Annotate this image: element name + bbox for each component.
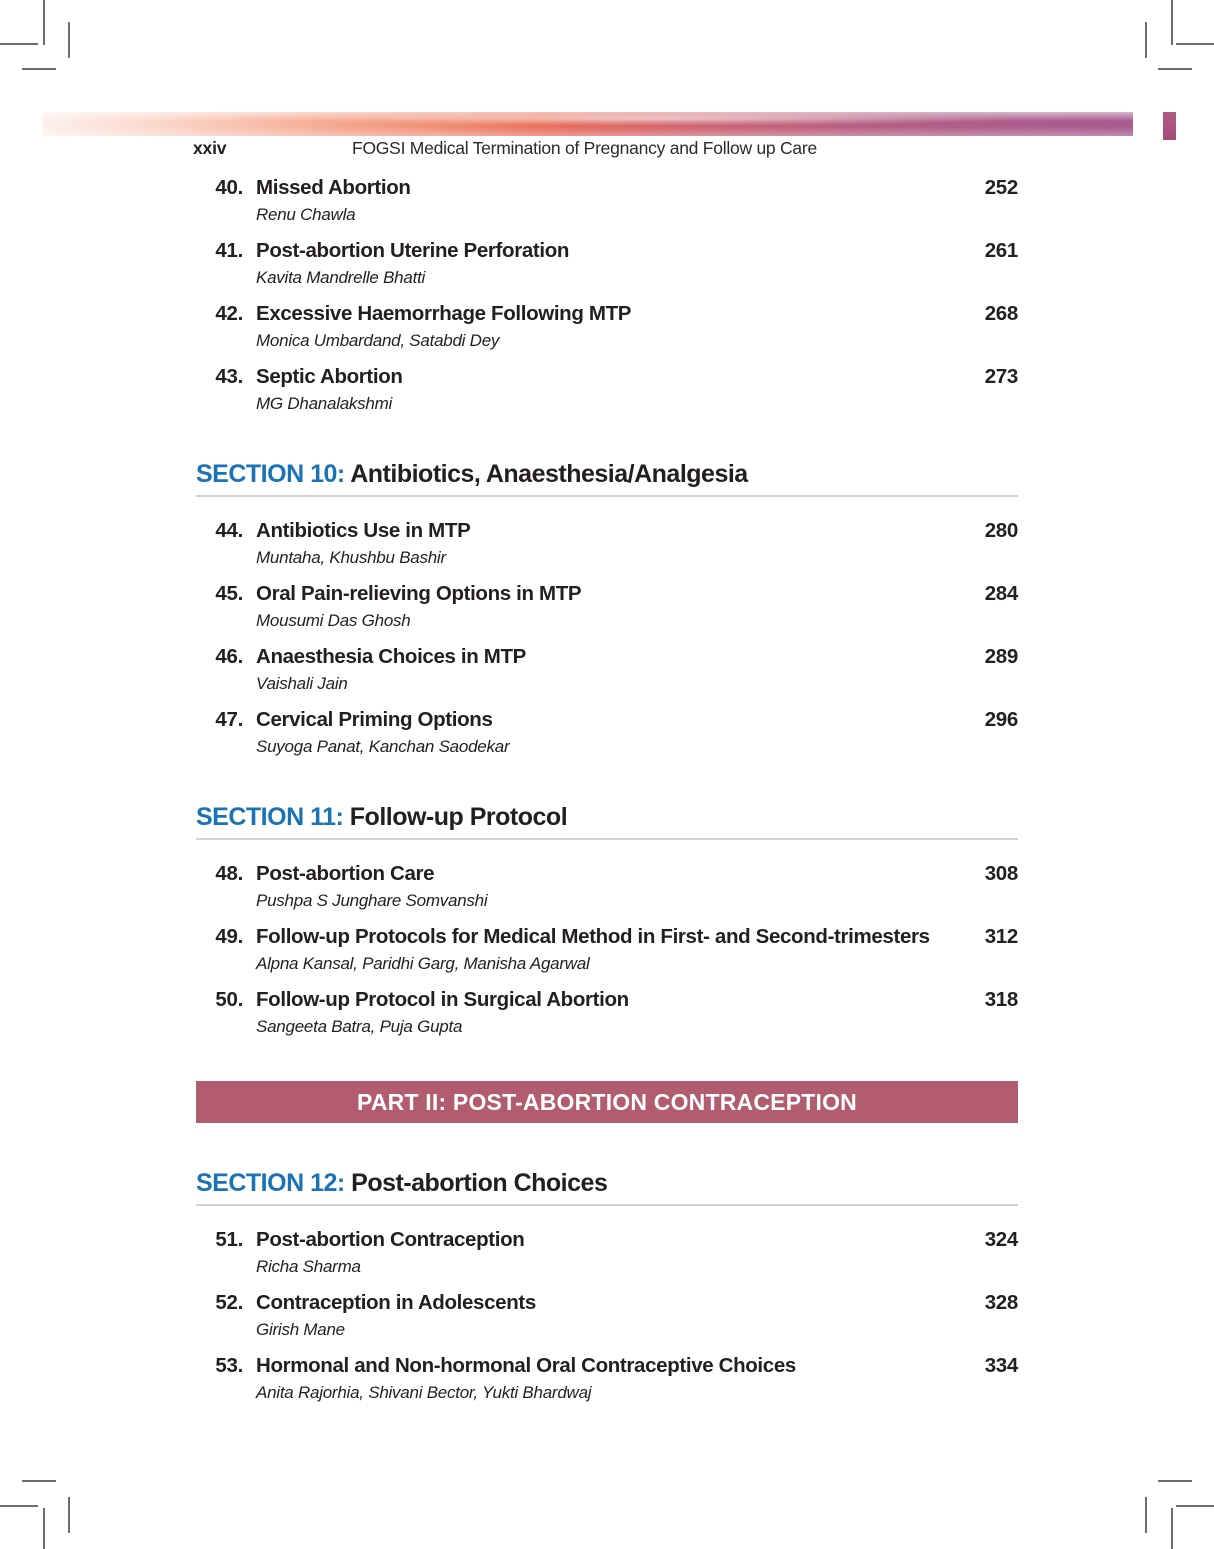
chapter-authors: Pushpa S Junghare Somvanshi — [256, 891, 488, 910]
chapter-page-number: 312 — [984, 925, 1018, 948]
chapter-page-number: 284 — [984, 582, 1018, 605]
chapter-number: 42. — [215, 302, 243, 325]
chapter-page-number: 289 — [984, 645, 1018, 668]
chapter-title[interactable]: Excessive Haemorrhage Following MTP — [256, 302, 632, 325]
chapter-number: 48. — [215, 862, 243, 885]
chapter-number: 50. — [215, 988, 243, 1011]
crop-mark-bottom-right-horizontal — [1176, 1505, 1214, 1507]
chapter-authors: Anita Rajorhia, Shivani Bector, Yukti Bhardwaj — [256, 1383, 592, 1402]
chapter-page-number: 268 — [984, 302, 1018, 325]
crop-mark-top-right-inner-horizontal — [1158, 68, 1192, 70]
chapter-number: 51. — [215, 1228, 243, 1251]
section-label: SECTION 12: — [196, 1169, 345, 1197]
chapter-page-number: 252 — [984, 176, 1018, 199]
toc-entry-line — [196, 645, 1018, 669]
toc-entry-line — [196, 925, 1018, 949]
chapter-authors: Richa Sharma — [256, 1257, 361, 1276]
toc-entry-line — [196, 302, 1018, 326]
chapter-number: 49. — [215, 925, 243, 948]
toc-entry[interactable] — [196, 708, 1018, 757]
crop-mark-bottom-right-vertical — [1171, 1508, 1173, 1549]
toc-entry[interactable] — [196, 988, 1018, 1037]
toc-entry[interactable] — [196, 925, 1018, 974]
chapter-title[interactable]: Oral Pain-relieving Options in MTP — [256, 582, 582, 605]
toc-entry-line — [196, 1354, 1018, 1378]
toc-group — [196, 803, 1018, 1037]
chapter-authors: Suyoga Panat, Kanchan Saodekar — [256, 737, 510, 756]
chapter-number: 41. — [215, 239, 243, 262]
section-label: SECTION 10: — [196, 460, 345, 488]
chapter-number: 53. — [215, 1354, 243, 1377]
toc-group — [196, 176, 1018, 414]
crop-mark-bottom-right-inner-vertical — [1145, 1497, 1147, 1533]
chapter-page-number: 261 — [984, 239, 1018, 262]
chapter-title[interactable]: Post-abortion Contraception — [256, 1228, 525, 1251]
chapter-authors: Vaishali Jain — [256, 674, 348, 693]
toc-entry-line — [196, 176, 1018, 200]
crop-mark-bottom-right-inner-horizontal — [1158, 1480, 1192, 1482]
chapter-authors: Kavita Mandrelle Bhatti — [256, 268, 426, 287]
crop-mark-top-left-inner-horizontal — [22, 68, 56, 70]
chapter-title[interactable]: Post-abortion Care — [256, 862, 435, 885]
crop-mark-bottom-left-inner-horizontal — [22, 1480, 56, 1482]
chapter-title[interactable]: Follow-up Protocol in Surgical Abortion — [256, 988, 629, 1011]
chapter-authors: Alpna Kansal, Paridhi Garg, Manisha Agarwal — [256, 954, 590, 973]
chapter-page-number: 318 — [984, 988, 1018, 1011]
toc-entry[interactable] — [196, 582, 1018, 631]
crop-mark-top-right-inner-vertical — [1145, 22, 1147, 58]
chapter-number: 47. — [215, 708, 243, 731]
chapter-title[interactable]: Anaesthesia Choices in MTP — [256, 645, 527, 668]
crop-mark-bottom-left-horizontal — [0, 1505, 38, 1507]
chapter-number: 46. — [215, 645, 243, 668]
toc-entry-line — [196, 988, 1018, 1012]
chapter-title[interactable]: Hormonal and Non-hormonal Oral Contraceptive Choices — [256, 1354, 796, 1377]
running-title: FOGSI Medical Termination of Pregnancy and Follow up Care — [352, 138, 817, 158]
toc-entry[interactable] — [196, 365, 1018, 414]
toc-entry[interactable] — [196, 519, 1018, 568]
crop-mark-bottom-left-vertical — [43, 1508, 45, 1549]
header-gradient-band — [43, 112, 1133, 136]
toc-entry[interactable] — [196, 176, 1018, 225]
toc-content — [196, 176, 1018, 1403]
crop-mark-bottom-left-inner-vertical — [68, 1497, 70, 1533]
header-edge-tab — [1163, 112, 1176, 140]
chapter-page-number: 324 — [984, 1228, 1018, 1251]
chapter-title[interactable]: Missed Abortion — [256, 176, 411, 199]
chapter-authors: Monica Umbardand, Satabdi Dey — [256, 331, 500, 350]
chapter-authors: Muntaha, Khushbu Bashir — [256, 548, 446, 567]
toc-entry-line — [196, 1228, 1018, 1252]
toc-entry-line — [196, 1291, 1018, 1315]
chapter-authors: Girish Mane — [256, 1320, 345, 1339]
crop-mark-top-left-horizontal — [0, 43, 38, 45]
chapter-title[interactable]: Cervical Priming Options — [256, 708, 493, 731]
chapter-page-number: 328 — [984, 1291, 1018, 1314]
toc-entry-line — [196, 582, 1018, 606]
toc-entry[interactable] — [196, 302, 1018, 351]
section-title: Follow-up Protocol — [349, 803, 568, 831]
chapter-title[interactable]: Post-abortion Uterine Perforation — [256, 239, 570, 262]
chapter-number: 52. — [215, 1291, 243, 1314]
chapter-title[interactable]: Septic Abortion — [256, 365, 403, 388]
chapter-authors: Mousumi Das Ghosh — [256, 611, 411, 630]
section-heading — [196, 803, 1018, 840]
folio-number: xxiv — [193, 138, 227, 158]
chapter-number: 44. — [215, 519, 243, 542]
crop-mark-top-right-horizontal — [1176, 43, 1214, 45]
chapter-page-number: 334 — [984, 1354, 1018, 1377]
toc-group — [196, 1081, 1018, 1123]
toc-entry[interactable] — [196, 239, 1018, 288]
chapter-page-number: 296 — [984, 708, 1018, 731]
toc-entry-line — [196, 862, 1018, 886]
crop-mark-top-right-vertical — [1171, 0, 1173, 45]
section-label: SECTION 11: — [196, 803, 344, 831]
part-banner: PART II: POST-ABORTION CONTRACEPTION — [196, 1081, 1018, 1123]
crop-mark-top-left-vertical — [43, 0, 45, 45]
section-title: Antibiotics, Anaesthesia/Analgesia — [350, 460, 748, 488]
toc-group — [196, 460, 1018, 757]
chapter-title[interactable]: Antibiotics Use in MTP — [256, 519, 471, 542]
chapter-page-number: 280 — [984, 519, 1018, 542]
chapter-title[interactable]: Follow-up Protocols for Medical Method in First- and Second-trimesters — [256, 925, 930, 948]
section-title: Post-abortion Choices — [351, 1169, 608, 1197]
crop-mark-top-left-inner-vertical — [68, 22, 70, 58]
chapter-page-number: 273 — [984, 365, 1018, 388]
toc-entry[interactable] — [196, 645, 1018, 694]
running-head — [0, 138, 1214, 162]
toc-entry-line — [196, 708, 1018, 732]
toc-entry[interactable] — [196, 1228, 1018, 1277]
chapter-number: 45. — [215, 582, 243, 605]
chapter-title[interactable]: Contraception in Adolescents — [256, 1291, 536, 1314]
section-heading — [196, 460, 1018, 497]
section-heading — [196, 1169, 1018, 1206]
chapter-number: 43. — [215, 365, 243, 388]
chapter-authors: MG Dhanalakshmi — [256, 394, 393, 413]
chapter-authors: Renu Chawla — [256, 205, 356, 224]
toc-entry-line — [196, 365, 1018, 389]
toc-entry[interactable] — [196, 1291, 1018, 1340]
chapter-page-number: 308 — [984, 862, 1018, 885]
chapter-number: 40. — [215, 176, 243, 199]
toc-group — [196, 1169, 1018, 1403]
chapter-authors: Sangeeta Batra, Puja Gupta — [256, 1017, 463, 1036]
toc-entry[interactable] — [196, 862, 1018, 911]
toc-entry[interactable] — [196, 1354, 1018, 1403]
toc-entry-line — [196, 239, 1018, 263]
toc-entry-line — [196, 519, 1018, 543]
